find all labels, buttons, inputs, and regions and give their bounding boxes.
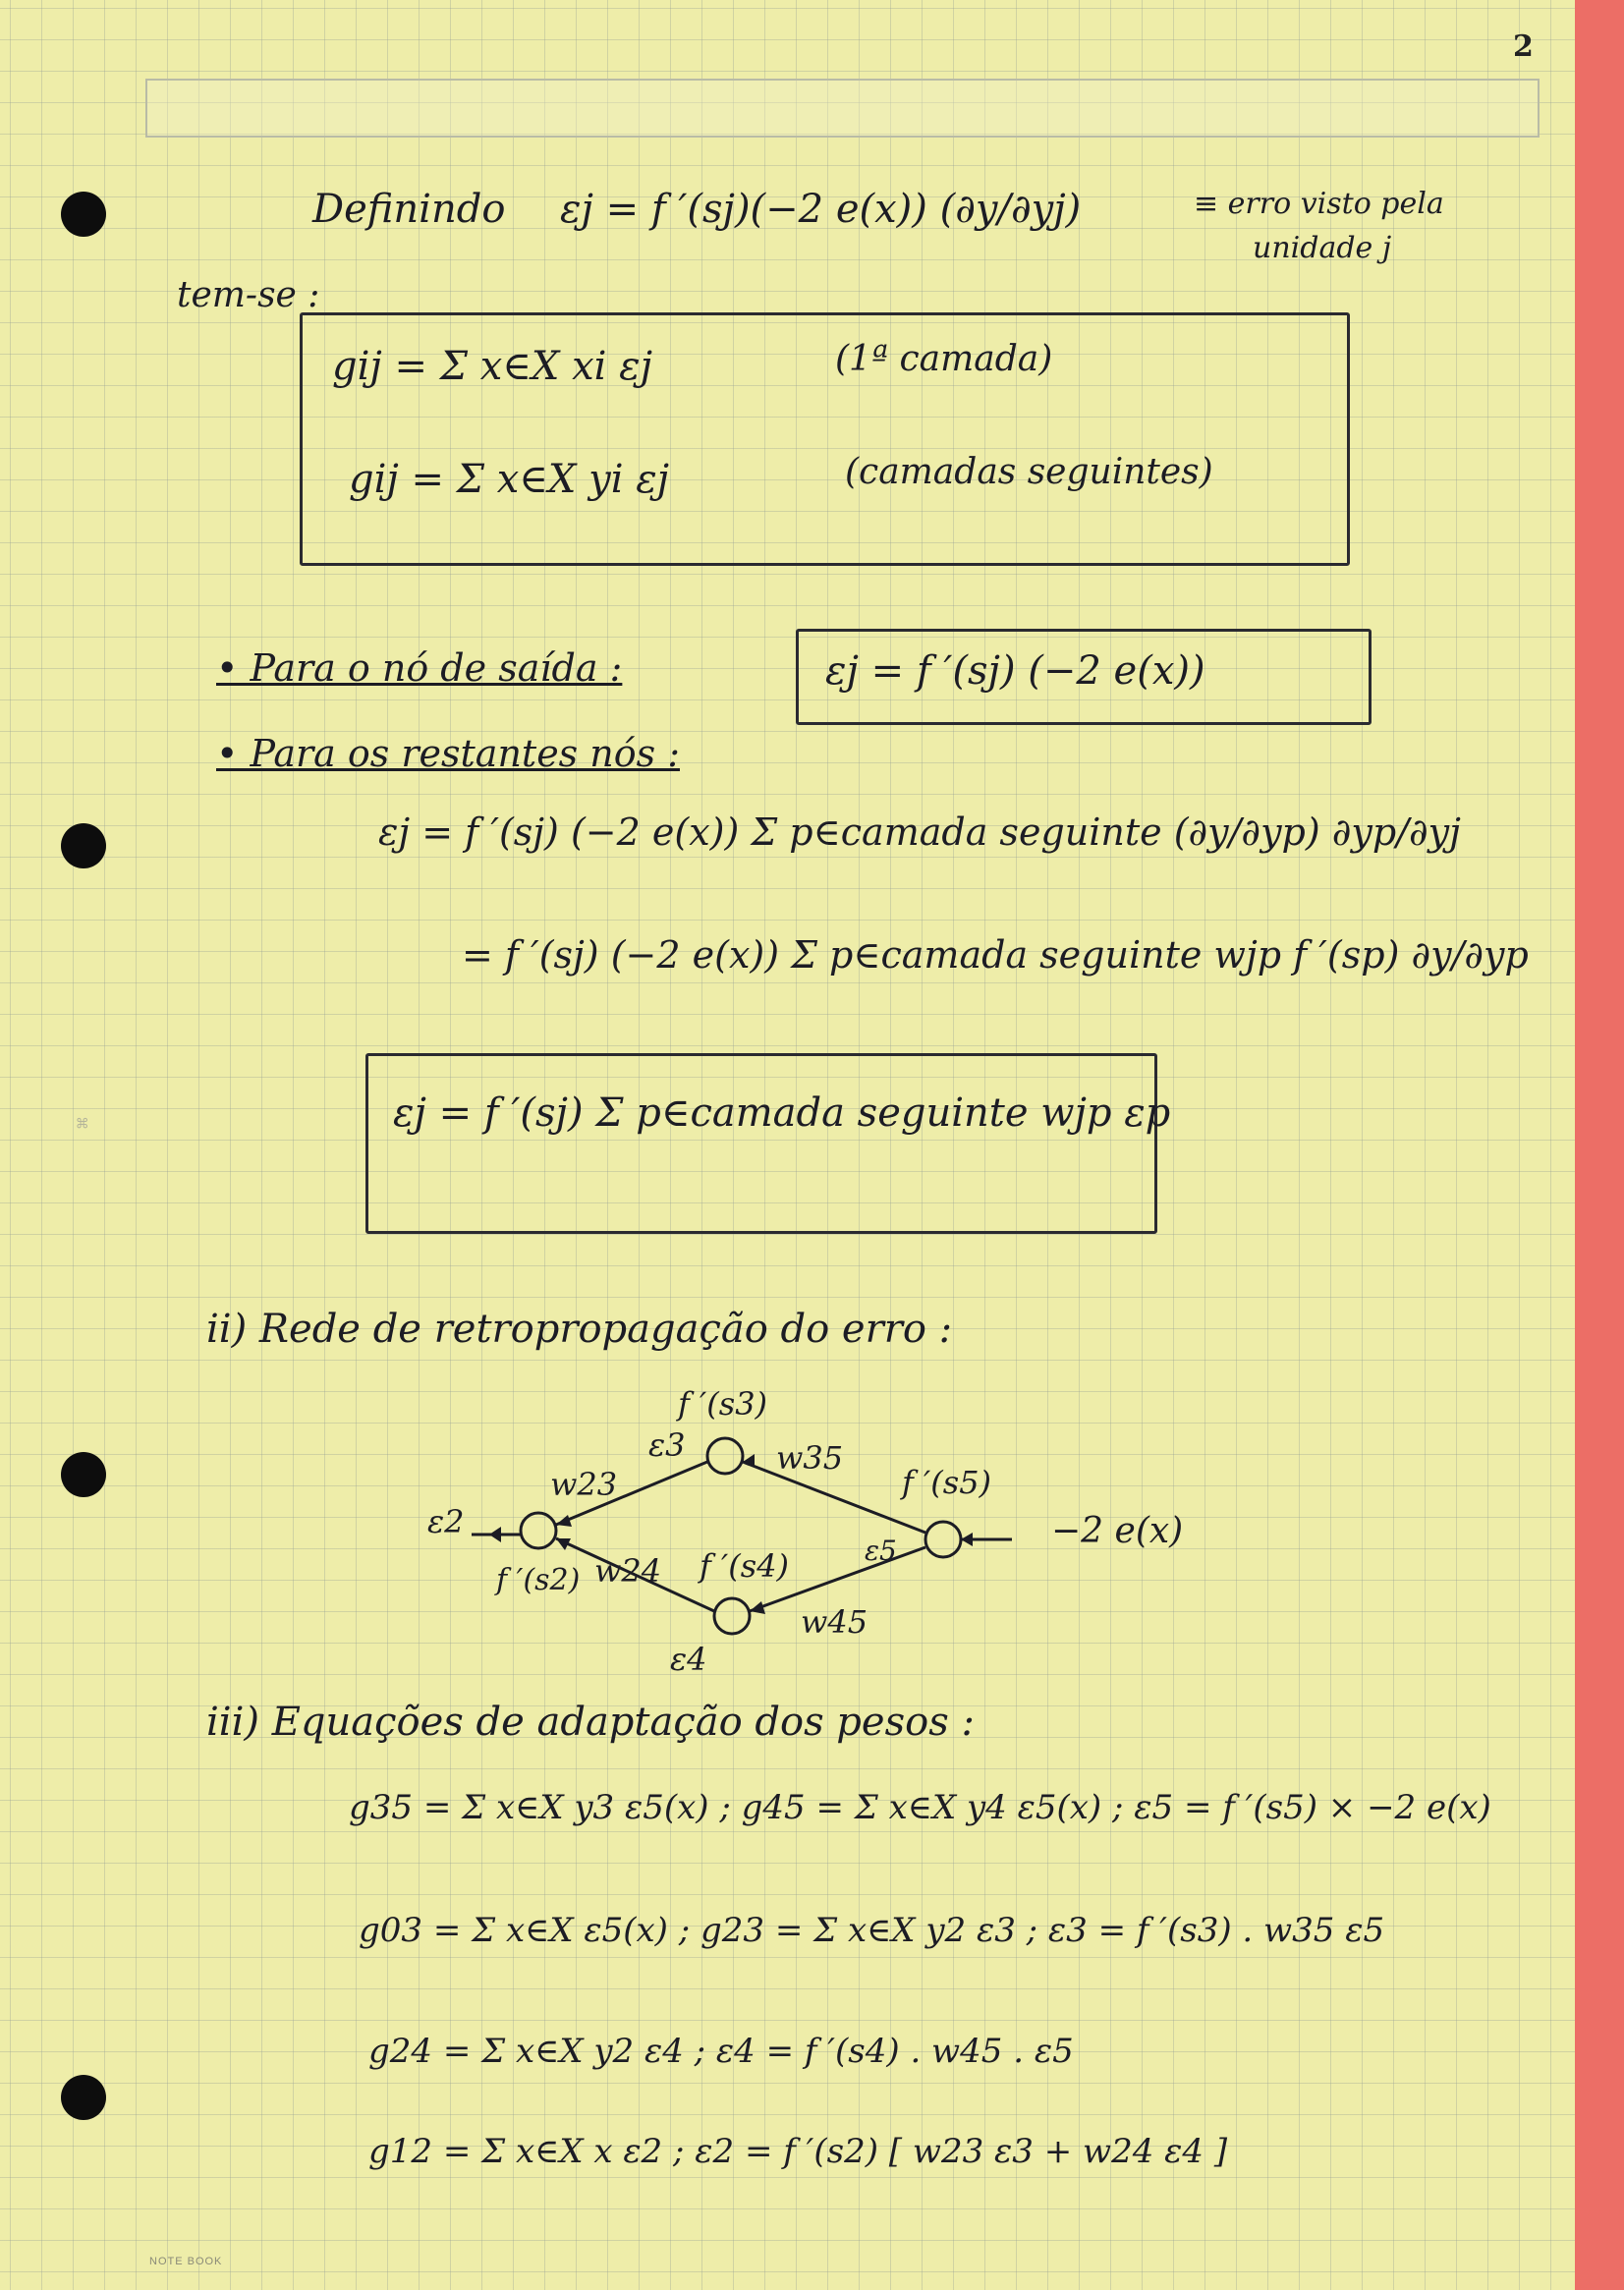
label-f-s4: f ′(s4) [700,1547,790,1585]
other-nodes-line2: = f ′(sj) (−2 e(x)) Σ p∈camada seguinte wjp f ′(sp) ∂y/∂yp [462,933,1529,977]
section-iii-title: iii) Equações de adaptação dos pesos : [206,1700,975,1745]
equation-row-2: g03 = Σ x∈X ε5(x) ; g23 = Σ x∈X y2 ε3 ; ε3 = f ′(s3) . w35 ε5 [359,1911,1385,1950]
arrowhead-icon [489,1527,501,1542]
output-node-label: • Para o nó de saída : [216,646,623,690]
section-ii-title: ii) Rede de retropropagação do erro : [206,1307,953,1352]
label-e4: ε4 [670,1641,707,1678]
gradient-next-layers: gij = Σ x∈X yi εj [349,457,670,502]
node-4 [714,1598,750,1634]
label-e3: ε3 [648,1426,686,1464]
page-number: 2 [1513,29,1534,64]
other-nodes-label: • Para os restantes nós : [216,732,680,775]
label-w23: w23 [550,1466,618,1503]
definition-formula: εj = f ′(sj)(−2 e(x)) (∂y/∂yj) [560,187,1082,232]
label-e5: ε5 [865,1535,897,1567]
node-5 [925,1522,961,1557]
label-w35: w35 [776,1439,844,1477]
gradient-next-layers-note: (camadas seguintes) [845,452,1213,492]
arrowhead-icon [961,1533,973,1546]
error-recursion-formula: εj = f ′(sj) Σ p∈camada seguinte wjp εp [393,1090,1171,1136]
equation-row-1: g35 = Σ x∈X y3 ε5(x) ; g45 = Σ x∈X y4 ε5(x) ; ε5 = f ′(s5) × −2 e(x) [349,1788,1491,1827]
equation-row-3: g24 = Σ x∈X y2 ε4 ; ε4 = f ′(s4) . w45 . ε5 [368,2032,1074,2071]
label-e2: ε2 [427,1503,465,1540]
output-node-formula: εj = f ′(sj) (−2 e(x)) [825,648,1205,694]
label-f-s3: f ′(s3) [678,1385,768,1423]
footer-brand: NOTE BOOK [149,2256,223,2267]
node-2 [521,1513,556,1548]
arrowhead-icon [556,1515,572,1527]
label-f-s5: f ′(s5) [902,1464,992,1501]
label-f-s2: f ′(s2) [496,1563,581,1597]
label-input: −2 e(x) [1051,1511,1184,1551]
tem-se-label: tem-se : [177,275,320,315]
definition-comment-line2: unidade j [1253,231,1392,265]
gradient-first-layer: gij = Σ x∈X xi εj [332,344,653,389]
other-nodes-line1: εj = f ′(sj) (−2 e(x)) Σ p∈camada seguinte (∂y/∂yp) ∂yp/∂yj [378,810,1461,854]
gradient-first-layer-note: (1ª camada) [835,339,1053,379]
arrowhead-icon [750,1601,765,1614]
faint-stamp: ⌘ [76,1116,91,1130]
equation-row-4: g12 = Σ x∈X x ε2 ; ε2 = f ′(s2) [ w23 ε3 + w24 ε4 ] [368,2132,1228,2171]
definition-intro: Definindo [312,187,506,232]
definition-comment-line1: ≡ erro visto pela [1194,187,1444,221]
node-3 [707,1438,743,1474]
label-w24: w24 [594,1552,662,1590]
label-w45: w45 [801,1603,868,1641]
